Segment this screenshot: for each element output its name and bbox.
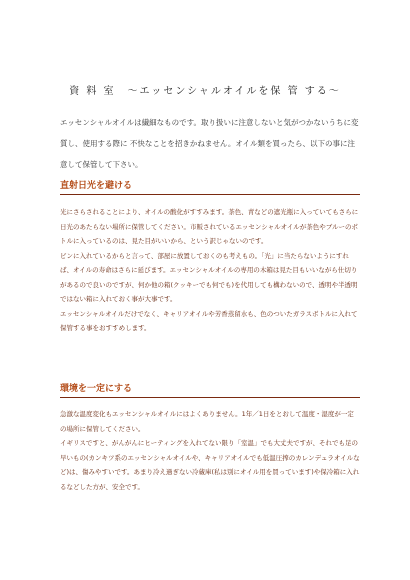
paragraph: 急激な温度変化もエッセンシャルオイルにはよくありません。1年／1日をとおして温度・湿度が一定の場所に保管してください。 xyxy=(60,410,354,433)
section-heading-sunlight: 直射日光を避ける xyxy=(60,178,360,195)
paragraph: エッセンシャルオイルだけでなく、キャリアオイルや芳香蒸留水も、色のついたガラスボトルに入れて保管する事をおすすめします。 xyxy=(60,309,358,332)
section-body-sunlight xyxy=(60,205,360,336)
paragraph: 光にさらされることにより、オイルの酸化がすすみます。茶色、青などの遮光瓶に入っていてもさらに日光のあたらない場所に保管してください。市販されているエッセンシャルオイルが茶色やブルーのボトルに入っているのは、見た目がいいから、という訳じゃないのです。 xyxy=(60,208,359,245)
intro-text xyxy=(60,112,360,175)
paragraph: ビンに入れているからと言って、部屋に放置しておくのも考えもの。「光」に当たらないようにすれば、オイルの寿命はさらに延びます。エッセンシャルオイルの専用の木箱は見た目もいいながら仕切りがあるので良いのですが、何か他の箱(クッキーでも何でも)を代用しても構わないので、透明や半透明ではない箱に入れておく事が大事です。 xyxy=(60,251,358,303)
paragraph: イギリスですと、がんがんにヒーティングを入れてない限り「室温」でも大丈夫ですが、それでも足の早いもの(カンキツ系のエッセンシャルオイルや、キャリアオイルでも低温圧搾のカレンデュラオイルなど)は、傷みやすいです。あまり冷え過ぎない冷蔵庫(私は別にオイル用を買っています)や保冷箱に入れるなどした方が、安全です。 xyxy=(60,439,360,491)
intro-paragraph: エッセンシャルオイルは繊細なものです。取り扱いに注意しないと気がつかないうちに変質し、使用する際に 不快なことを招きかねません。オイル類を買ったら、以下の事に注意して保管して下さい。 xyxy=(60,118,359,169)
section-body-environment xyxy=(60,407,360,494)
section-heading-environment: 環境を一定にする xyxy=(60,381,360,398)
page-title: 資 料 室 ～エッセンシャルオイルを保 管 する～ xyxy=(69,86,341,97)
